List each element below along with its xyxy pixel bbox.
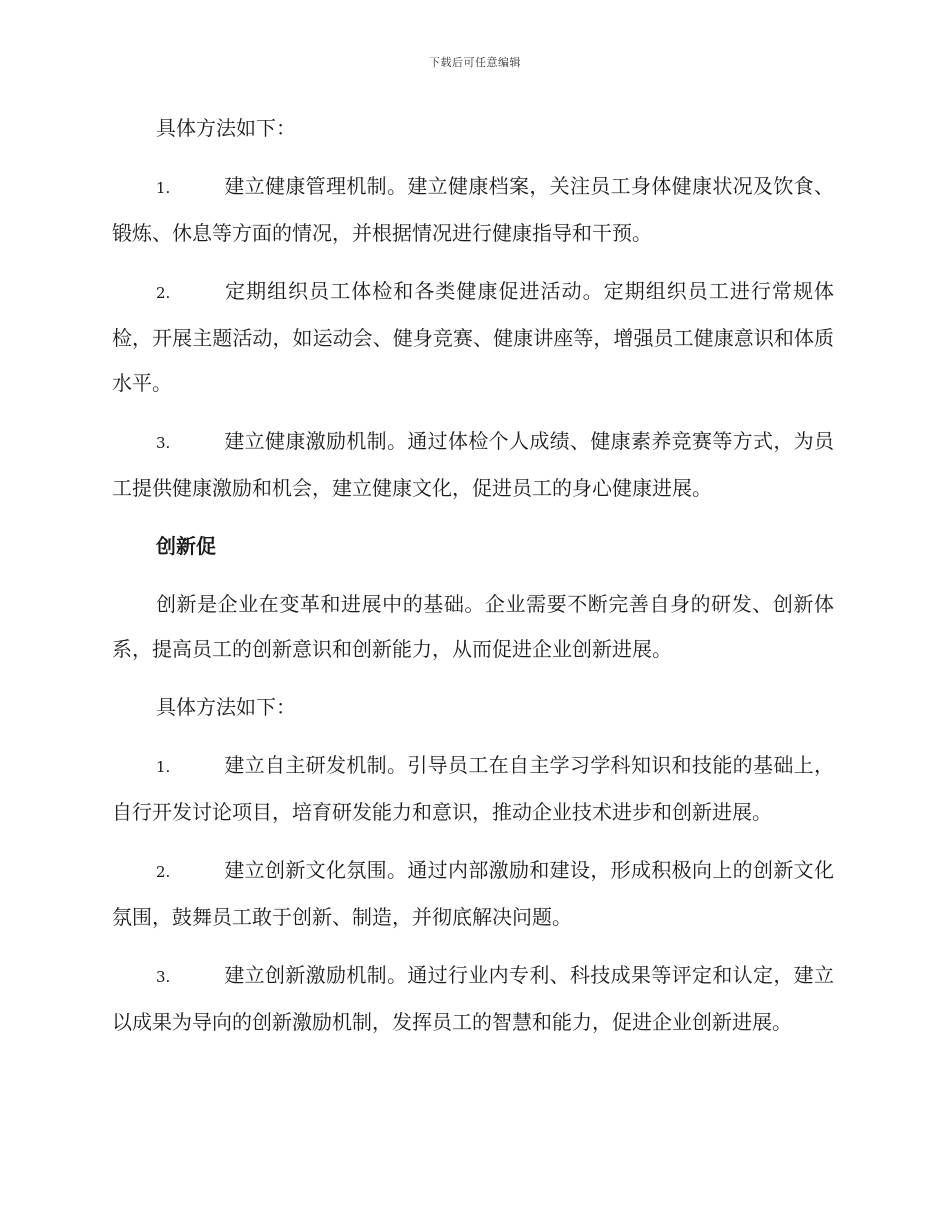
page-header: 下载后可任意编辑 [429, 56, 521, 69]
list-item [112, 743, 834, 835]
list-item-text: 建立创新激励机制。通过行业内专利、科技成果等评定和认定，建立以成果为导向的创新激励机制，发挥员工的智慧和能力，促进企业创新进展。 [112, 963, 834, 1034]
list-item-text: 定期组织员工体检和各类健康促进活动。定期组织员工进行常规体检，开展主题活动，如运动会、健身竞赛、健康讲座等，增强员工健康意识和体质水平。 [112, 279, 834, 395]
list-number: 3. [156, 968, 171, 986]
list-item [112, 419, 834, 511]
section-heading: 创新促 [156, 534, 216, 558]
list-number: 1. [156, 179, 171, 197]
list-number: 2. [156, 863, 171, 881]
method-intro: 具体方法如下： [156, 116, 296, 140]
list-item [112, 164, 834, 256]
list-item-text: 建立创新文化氛围。通过内部激励和建设，形成积极向上的创新文化氛围，鼓舞员工敢于创新、制造，并彻底解决问题。 [112, 858, 834, 929]
document-body [112, 106, 834, 1058]
list-item [112, 848, 834, 940]
list-item [112, 269, 834, 406]
method-intro: 具体方法如下： [156, 695, 296, 719]
list-number: 1. [156, 758, 171, 776]
list-number: 2. [156, 284, 171, 302]
list-item [112, 953, 834, 1045]
list-number: 3. [156, 434, 171, 452]
list-item-text: 建立健康管理机制。建立健康档案，关注员工身体健康状况及饮食、锻炼、休息等方面的情况，并根据情况进行健康指导和干预。 [112, 174, 834, 245]
list-item-text: 建立健康激励机制。通过体检个人成绩、健康素养竞赛等方式，为员工提供健康激励和机会，建立健康文化，促进员工的身心健康进展。 [112, 429, 834, 500]
list-item-text: 建立自主研发机制。引导员工在自主学习学科知识和技能的基础上，自行开发讨论项目，培育研发能力和意识，推动企业技术进步和创新进展。 [112, 753, 834, 824]
section-intro: 创新是企业在变革和进展中的基础。企业需要不断完善自身的研发、创新体系，提高员工的创新意识和创新能力，从而促进企业创新进展。 [112, 592, 834, 661]
